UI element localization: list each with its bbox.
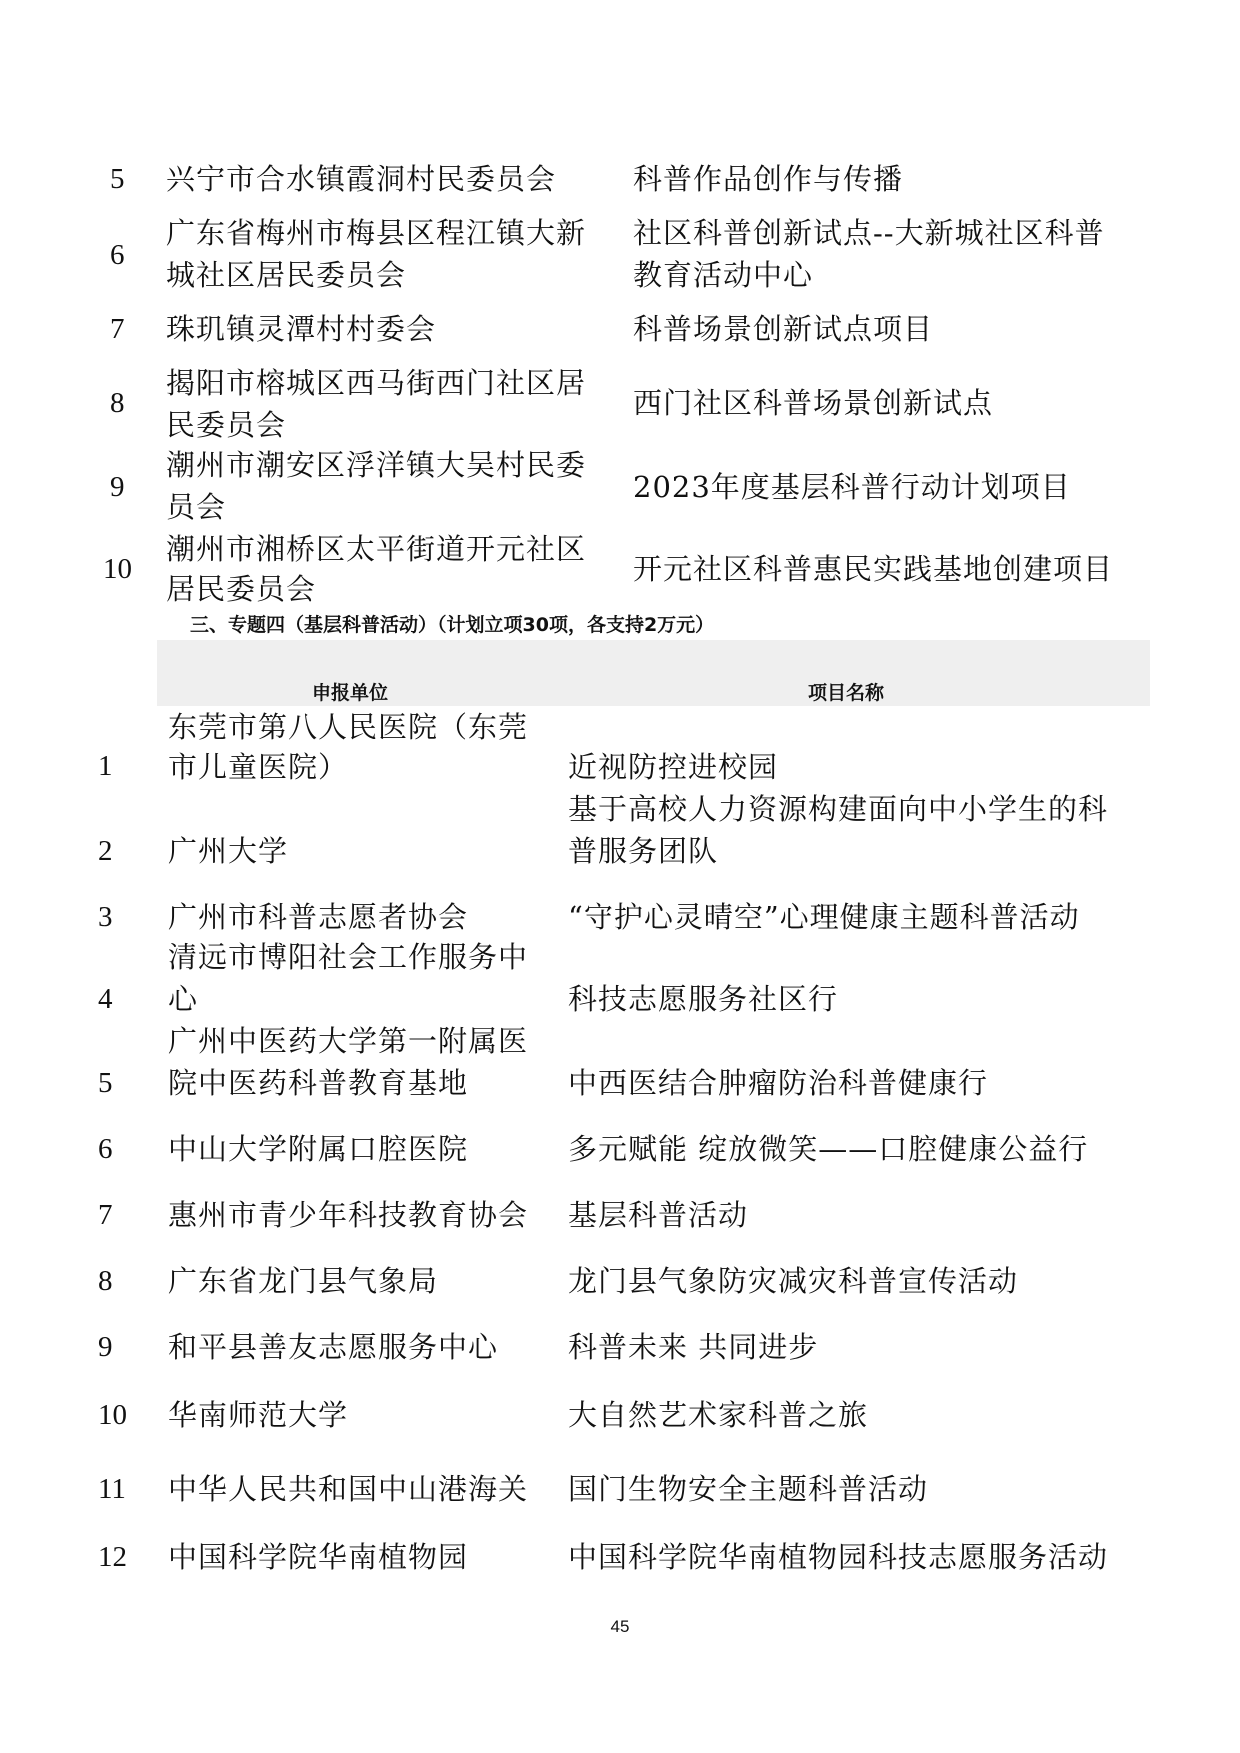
project-name: 中国科学院华南植物园科技志愿服务活动: [568, 1540, 1109, 1574]
unit-name-line-1: 东莞市第八人民医院（东莞: [168, 710, 529, 744]
project-name: “守护心灵晴空”心理健康主题科普活动: [568, 900, 1080, 934]
unit-name: 惠州市青少年科技教育协会: [168, 1198, 529, 1232]
project-name: 科普作品创作与传播: [633, 162, 904, 196]
unit-name-line-2: 院中医药科普教育基地: [168, 1066, 469, 1100]
unit-name: 兴宁市合水镇霞洞村民委员会: [166, 162, 557, 196]
unit-name-line-2: 居民委员会: [166, 572, 317, 606]
section-heading: 三、专题四（基层科普活动）（计划立项30项，各支持2万元）: [190, 614, 715, 636]
project-name: 科普场景创新试点项目: [633, 312, 934, 346]
unit-name-line-2: 心: [168, 982, 199, 1016]
unit-name: 中华人民共和国中山港海关: [168, 1472, 529, 1506]
row-number: 5: [110, 163, 125, 195]
project-name: 多元赋能 绽放微笑——口腔健康公益行: [568, 1132, 1089, 1166]
unit-name-line-2: 民委员会: [166, 408, 287, 442]
column-header-unit: 申报单位: [312, 682, 389, 704]
unit-name-line-1: 广州中医药大学第一附属医: [168, 1024, 529, 1058]
unit-name-line-2: 员会: [166, 490, 227, 524]
unit-name-line-1: 潮州市潮安区浮洋镇大吴村民委: [166, 448, 587, 482]
row-number: 8: [110, 387, 125, 419]
project-name: 基层科普活动: [568, 1198, 749, 1232]
row-number: 1: [98, 750, 113, 782]
unit-name: 广东省龙门县气象局: [168, 1264, 439, 1298]
row-number: 7: [98, 1199, 113, 1231]
project-name: 科技志愿服务社区行: [568, 982, 839, 1016]
row-number: 10: [98, 1399, 127, 1431]
unit-name-line-2: 城社区居民委员会: [166, 258, 407, 292]
row-number: 4: [98, 983, 113, 1015]
page-number: 45: [610, 1617, 630, 1636]
row-number: 2: [98, 835, 113, 867]
project-name: 国门生物安全主题科普活动: [568, 1472, 929, 1506]
unit-name: 珠玑镇灵潭村村委会: [166, 312, 437, 346]
row-number: 7: [110, 313, 125, 345]
project-name-line-2: 普服务团队: [568, 834, 719, 868]
row-number: 11: [98, 1473, 126, 1505]
unit-name-line-2: 市儿童医院）: [168, 750, 349, 784]
project-name: 2023年度基层科普行动计划项目: [633, 470, 1071, 504]
row-number: 9: [110, 471, 125, 503]
project-name: 龙门县气象防灾减灾科普宣传活动: [568, 1264, 1019, 1298]
unit-name: 中山大学附属口腔医院: [168, 1132, 469, 1166]
table-header: [157, 640, 1150, 706]
project-name-line-1: 社区科普创新试点--大新城社区科普: [633, 216, 1105, 250]
row-number: 10: [103, 553, 132, 585]
unit-name: 中国科学院华南植物园: [168, 1540, 469, 1574]
unit-name: 华南师范大学: [168, 1398, 349, 1432]
project-name: 中西医结合肿瘤防治科普健康行: [568, 1066, 989, 1100]
row-number: 3: [98, 901, 113, 933]
row-number: 8: [98, 1265, 113, 1297]
project-name: 开元社区科普惠民实践基地创建项目: [633, 552, 1114, 586]
row-number: 9: [98, 1331, 113, 1363]
project-name-line-2: 教育活动中心: [633, 258, 814, 292]
project-name: 近视防控进校园: [568, 750, 779, 784]
project-name: 西门社区科普场景创新试点: [633, 386, 994, 420]
row-number: 6: [98, 1133, 113, 1165]
row-number: 6: [110, 239, 125, 271]
unit-name-line-1: 清远市博阳社会工作服务中: [168, 940, 529, 974]
project-name: 科普未来 共同进步: [568, 1330, 819, 1364]
unit-name: 和平县善友志愿服务中心: [168, 1330, 499, 1364]
column-header-project: 项目名称: [808, 682, 885, 704]
unit-name-line-1: 潮州市湘桥区太平街道开元社区: [166, 532, 587, 566]
unit-name-line-1: 揭阳市榕城区西马街西门社区居: [166, 366, 587, 400]
row-number: 12: [98, 1541, 127, 1573]
unit-name: 广州大学: [168, 834, 289, 868]
unit-name: 广州市科普志愿者协会: [168, 900, 469, 934]
unit-name-line-1: 广东省梅州市梅县区程江镇大新: [166, 216, 587, 250]
project-name-line-1: 基于高校人力资源构建面向中小学生的科: [568, 792, 1109, 826]
project-name: 大自然艺术家科普之旅: [568, 1398, 869, 1432]
row-number: 5: [98, 1067, 113, 1099]
